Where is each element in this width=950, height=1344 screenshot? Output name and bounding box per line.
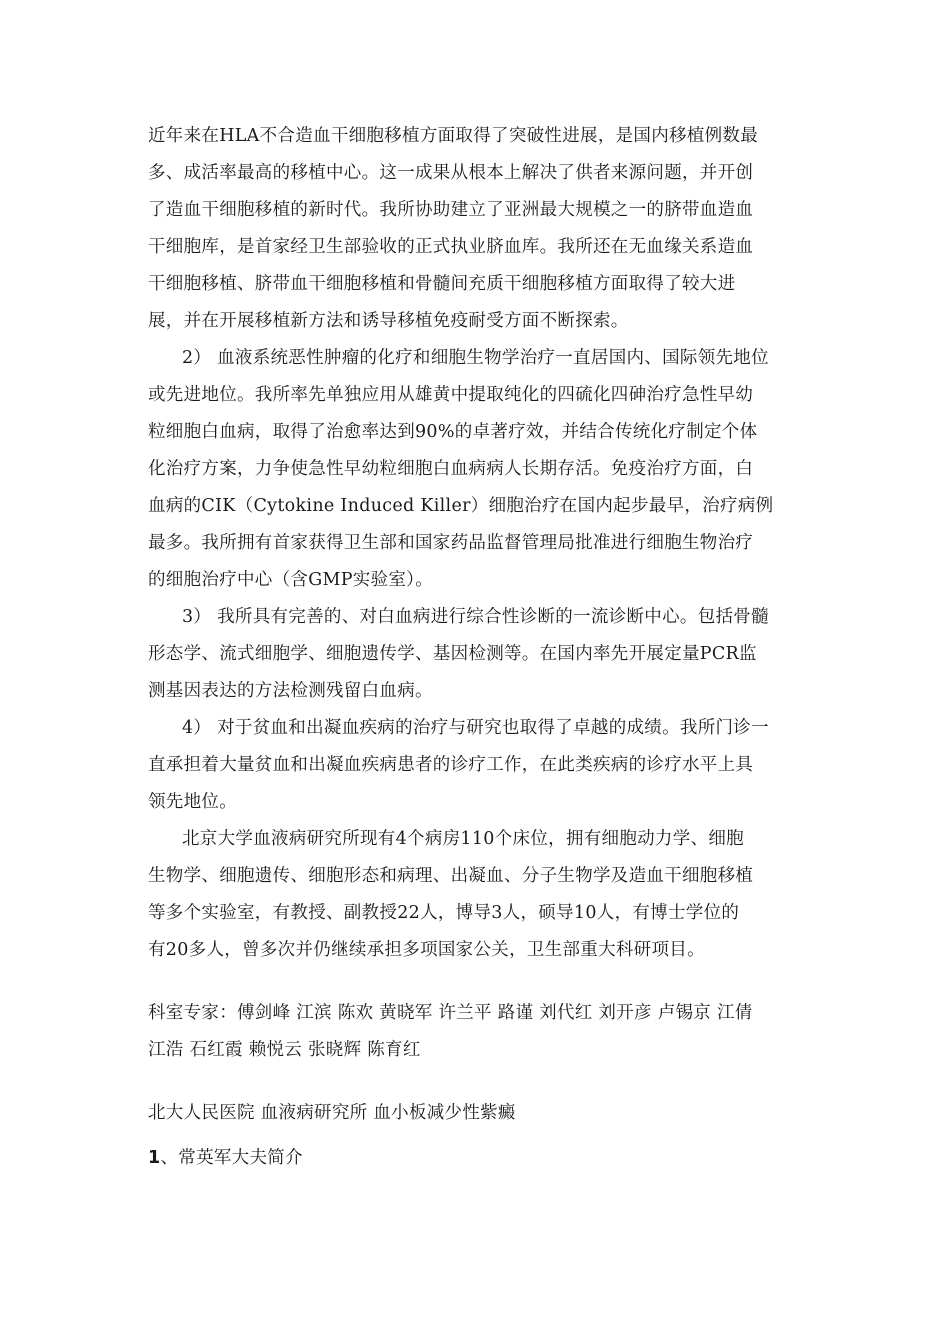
text-line: 直承担着大量贫血和出凝血疾病患者的诊疗工作，在此类疾病的诊疗水平上具 — [148, 755, 754, 775]
text-line: 或先进地位。我所率先单独应用从雄黄中提取纯化的四硫化四砷治疗急性早幼 — [148, 385, 754, 405]
paragraph-item-4 — [148, 710, 808, 821]
text-line: 等多个实验室，有教授、副教授22人，博导3人，硕导10人，有博士学位的 — [148, 903, 740, 923]
text-line: 生物学、细胞遗传、细胞形态和病理、出凝血、分子生物学及造血干细胞移植 — [148, 866, 754, 886]
subsection-number: 1 — [148, 1148, 161, 1168]
document-page — [148, 118, 808, 1177]
paragraph-intro — [148, 118, 808, 340]
text-line: 2） 血液系统恶性肿瘤的化疗和细胞生物学治疗一直居国内、国际领先地位 — [182, 348, 769, 368]
text-line: 近年来在HLA不合造血干细胞移植方面取得了突破性进展，是国内移植例数最 — [148, 126, 759, 146]
paragraph-institute-summary — [148, 821, 808, 969]
text-line: 测基因表达的方法检测残留白血病。 — [148, 681, 433, 701]
text-line: 干细胞移植、脐带血干细胞移植和骨髓间充质干细胞移植方面取得了较大进 — [148, 274, 736, 294]
text-line: 江浩 石红霞 赖悦云 张晓辉 陈育红 — [148, 1040, 421, 1060]
text-line: 形态学、流式细胞学、细胞遗传学、基因检测等。在国内率先开展定量PCR监 — [148, 644, 757, 664]
text-line: 最多。我所拥有首家获得卫生部和国家药品监督管理局批准进行细胞生物治疗 — [148, 533, 754, 553]
text-line: 3） 我所具有完善的、对白血病进行综合性诊断的一流诊断中心。包括骨髓 — [182, 607, 769, 627]
text-line: 有20多人，曾多次并仍继续承担多项国家公关，卫生部重大科研项目。 — [148, 940, 705, 960]
subsection-title — [148, 1140, 808, 1177]
section-heading — [148, 1095, 808, 1132]
text-line: 北京大学血液病研究所现有4个病房110个床位，拥有细胞动力学、细胞 — [182, 829, 744, 849]
subsection-text: 、常英军大夫简介 — [160, 1148, 303, 1168]
text-line: 科室专家：傅剑峰 江滨 陈欢 黄晓军 许兰平 路谨 刘代红 刘开彦 卢锡京 江倩 — [148, 1003, 753, 1023]
paragraph-item-2 — [148, 340, 808, 599]
text-line: 的细胞治疗中心（含GMP实验室）。 — [148, 570, 434, 590]
text-line: 多、成活率最高的移植中心。这一成果从根本上解决了供者来源问题，并开创 — [148, 163, 754, 183]
text-line: 化治疗方案，力争使急性早幼粒细胞白血病病人长期存活。免疫治疗方面，白 — [148, 459, 754, 479]
experts-list — [148, 995, 808, 1069]
text-line: 血病的CIK（Cytokine Induced Killer）细胞治疗在国内起步最早，治疗病例 — [148, 496, 774, 516]
text-line: 干细胞库，是首家经卫生部验收的正式执业脐血库。我所还在无血缘关系造血 — [148, 237, 754, 257]
section-title: 北大人民医院 血液病研究所 血小板减少性紫癜 — [148, 1103, 516, 1123]
subsection-heading — [148, 1140, 808, 1177]
paragraph-item-3 — [148, 599, 808, 710]
text-line: 领先地位。 — [148, 792, 237, 812]
text-line: 展，并在开展移植新方法和诱导移植免疫耐受方面不断探索。 — [148, 311, 629, 331]
text-line: 了造血干细胞移植的新时代。我所协助建立了亚洲最大规模之一的脐带血造血 — [148, 200, 754, 220]
text-line: 4） 对于贫血和出凝血疾病的治疗与研究也取得了卓越的成绩。我所门诊一 — [182, 718, 769, 738]
text-line: 粒细胞白血病，取得了治愈率达到90%的卓著疗效，并结合传统化疗制定个体 — [148, 422, 758, 442]
